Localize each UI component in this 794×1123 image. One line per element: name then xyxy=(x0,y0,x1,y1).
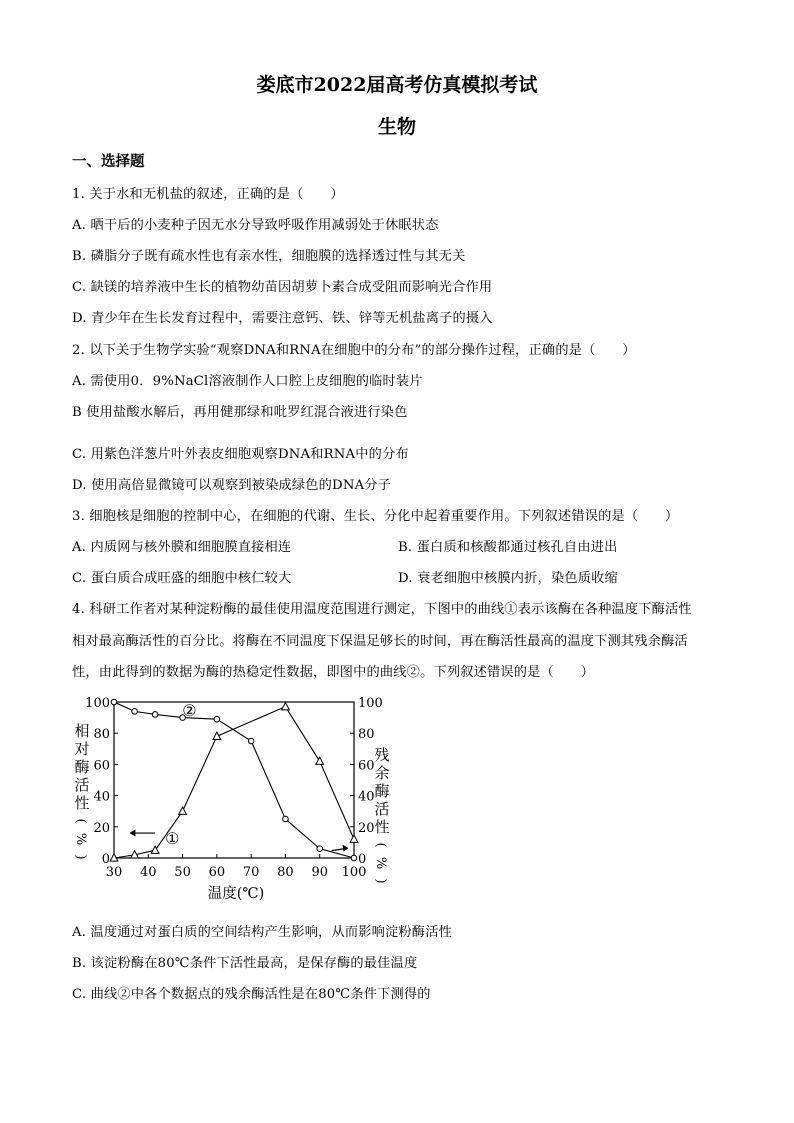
x-tick-label: 80 xyxy=(277,865,294,880)
q4-stem-line1: 4. 科研工作者对某种淀粉酶的最佳使用温度范围进行测定，下图中的曲线①表示该酶在各种温度下酶活性 xyxy=(72,602,692,617)
y-right-axis-label-char: 活 xyxy=(374,800,390,818)
y-left-axis-label-char: ) xyxy=(73,854,88,860)
series-line-2 xyxy=(114,702,354,858)
y-right-tick-label: 60 xyxy=(358,758,375,774)
y-left-tick-label: 100 xyxy=(85,696,110,711)
y-right-tick-label: 40 xyxy=(358,789,375,805)
series-point-circle xyxy=(132,709,138,715)
series-point-circle xyxy=(111,699,117,705)
q2-option-d: D. 使用高倍显微镜可以观察到被染成绿色的DNA分子 xyxy=(72,478,392,493)
y-right-axis-label-char: 酶 xyxy=(374,782,390,800)
y-left-axis-label-char: 相 xyxy=(74,722,90,740)
y-left-tick-label: 0 xyxy=(101,852,110,867)
right-arrow-shaft xyxy=(332,849,345,851)
q4-stem-line3: 性，由此得到的数据为酶的热稳定性数据，即图中的曲线②。下列叙述错误的是（ ） xyxy=(72,665,595,680)
y-left-tick-label: 20 xyxy=(93,820,110,836)
y-right-tick-label: 80 xyxy=(358,727,375,743)
q1-option-c: C. 缺镁的培养液中生长的植物幼苗因胡萝卜素合成受阻而影响光合作用 xyxy=(72,280,493,295)
q4-option-b: B. 该淀粉酶在80℃条件下活性最高，是保存酶的最佳温度 xyxy=(72,956,418,971)
curve-label-1: ① xyxy=(165,828,180,848)
q3-stem: 3. 细胞核是细胞的控制中心，在细胞的代谢、生长、分化中起着重要作用。下列叙述错误的是（ ） xyxy=(72,509,679,524)
y-right-axis-label-char: 残 xyxy=(374,746,390,764)
q2-option-c: C. 用紫色洋葱片叶外表皮细胞观察DNA和RNA中的分布 xyxy=(72,447,409,462)
q4-option-c: C. 曲线②中各个数据点的残余酶活性是在80℃条件下测得的 xyxy=(72,987,431,1002)
series-point-triangle xyxy=(350,835,358,842)
series-point-circle xyxy=(317,846,323,852)
y-right-tick-label: 20 xyxy=(358,820,375,836)
q1-option-d: D. 青少年在生长发育过程中，需要注意钙、铁、锌等无机盐离子的摄入 xyxy=(72,311,493,326)
series-point-circle xyxy=(214,716,220,722)
plot-frame xyxy=(114,702,354,858)
y-right-tick-label: 0 xyxy=(358,852,367,867)
section-heading: 一、选择题 xyxy=(72,153,145,170)
x-tick-label: 70 xyxy=(242,865,260,880)
q2-option-b: B 使用盐酸水解后，再用健那绿和吡罗红混合液进行染色 xyxy=(72,405,408,420)
y-right-axis-label-char: 性 xyxy=(374,818,390,836)
right-arrow-head xyxy=(343,845,349,852)
q3-option-a: A. 内质网与核外膜和细胞膜直接相连 xyxy=(72,540,292,555)
q1-option-a: A. 晒干后的小麦种子因无水分导致呼吸作用减弱处于休眠状态 xyxy=(72,218,439,233)
x-tick-label: 30 xyxy=(105,865,123,880)
left-arrow-head xyxy=(129,830,135,837)
series-point-circle xyxy=(152,712,158,718)
y-left-tick-label: 80 xyxy=(93,727,110,743)
q3-option-d: D. 衰老细胞中核膜内折，染色质收缩 xyxy=(398,571,618,586)
series-point-circle xyxy=(248,738,254,744)
y-left-axis-label-char: 对 xyxy=(74,740,90,758)
series-point-triangle xyxy=(213,732,221,739)
x-tick-label: 100 xyxy=(341,865,367,880)
q3-option-b: B. 蛋白质和核酸都通过核孔自由进出 xyxy=(398,540,618,555)
q4-stem-line2: 相对最高酶活性的百分比。将酶在不同温度下保温足够长的时间，再在酶活性最高的温度下测其残余酶活 xyxy=(72,634,688,649)
series-point-circle xyxy=(283,816,289,822)
series-line-1 xyxy=(114,707,354,858)
q2-option-a: A. 需使用0．9%NaCl溶液制作人口腔上皮细胞的临时装片 xyxy=(72,374,423,389)
y-right-axis-label-char: ) xyxy=(373,878,388,884)
y-left-axis-label-char: 活 xyxy=(74,776,90,794)
q2-stem: 2. 以下关于生物学实验“观察DNA和RNA在细胞中的分布”的部分操作过程，正确的是（ ） xyxy=(72,343,636,358)
x-tick-label: 90 xyxy=(311,865,328,880)
y-right-tick-label: 100 xyxy=(358,696,383,711)
curve-label-2: ② xyxy=(182,701,197,721)
series-point-triangle xyxy=(282,702,290,709)
series-point-triangle xyxy=(316,757,324,764)
y-left-axis-label-char: 酶 xyxy=(74,758,90,776)
y-left-axis-label-char: 性 xyxy=(74,794,90,812)
y-right-axis-label-char: % xyxy=(373,856,388,870)
y-right-axis-label-char: 余 xyxy=(374,764,390,782)
x-tick-label: 50 xyxy=(174,865,191,880)
subject-title: 生物 xyxy=(377,116,416,138)
y-left-axis-label-char: % xyxy=(73,832,88,846)
y-right-axis-label-char: ( xyxy=(373,842,388,848)
q3-option-c: C. 蛋白质合成旺盛的细胞中核仁较大 xyxy=(72,571,292,586)
exam-title: 娄底市2022届高考仿真模拟考试 xyxy=(256,74,538,96)
q4-option-a: A. 温度通过对蛋白质的空间结构产生影响，从而影响淀粉酶活性 xyxy=(72,925,452,940)
x-axis-label: 温度(℃) xyxy=(207,886,265,902)
y-left-axis-label-char: ( xyxy=(73,818,88,824)
enzyme-activity-chart xyxy=(70,690,390,912)
x-tick-label: 60 xyxy=(208,865,226,880)
series-point-triangle xyxy=(179,807,187,814)
q1-option-b: B. 磷脂分子既有疏水性也有亲水性，细胞膜的选择透过性与其无关 xyxy=(72,249,466,264)
y-left-tick-label: 60 xyxy=(93,758,110,774)
x-tick-label: 40 xyxy=(140,865,157,880)
q1-stem: 1. 关于水和无机盐的叙述，正确的是（ ） xyxy=(72,187,344,202)
series-point-circle xyxy=(351,855,357,861)
y-left-tick-label: 40 xyxy=(93,789,110,805)
